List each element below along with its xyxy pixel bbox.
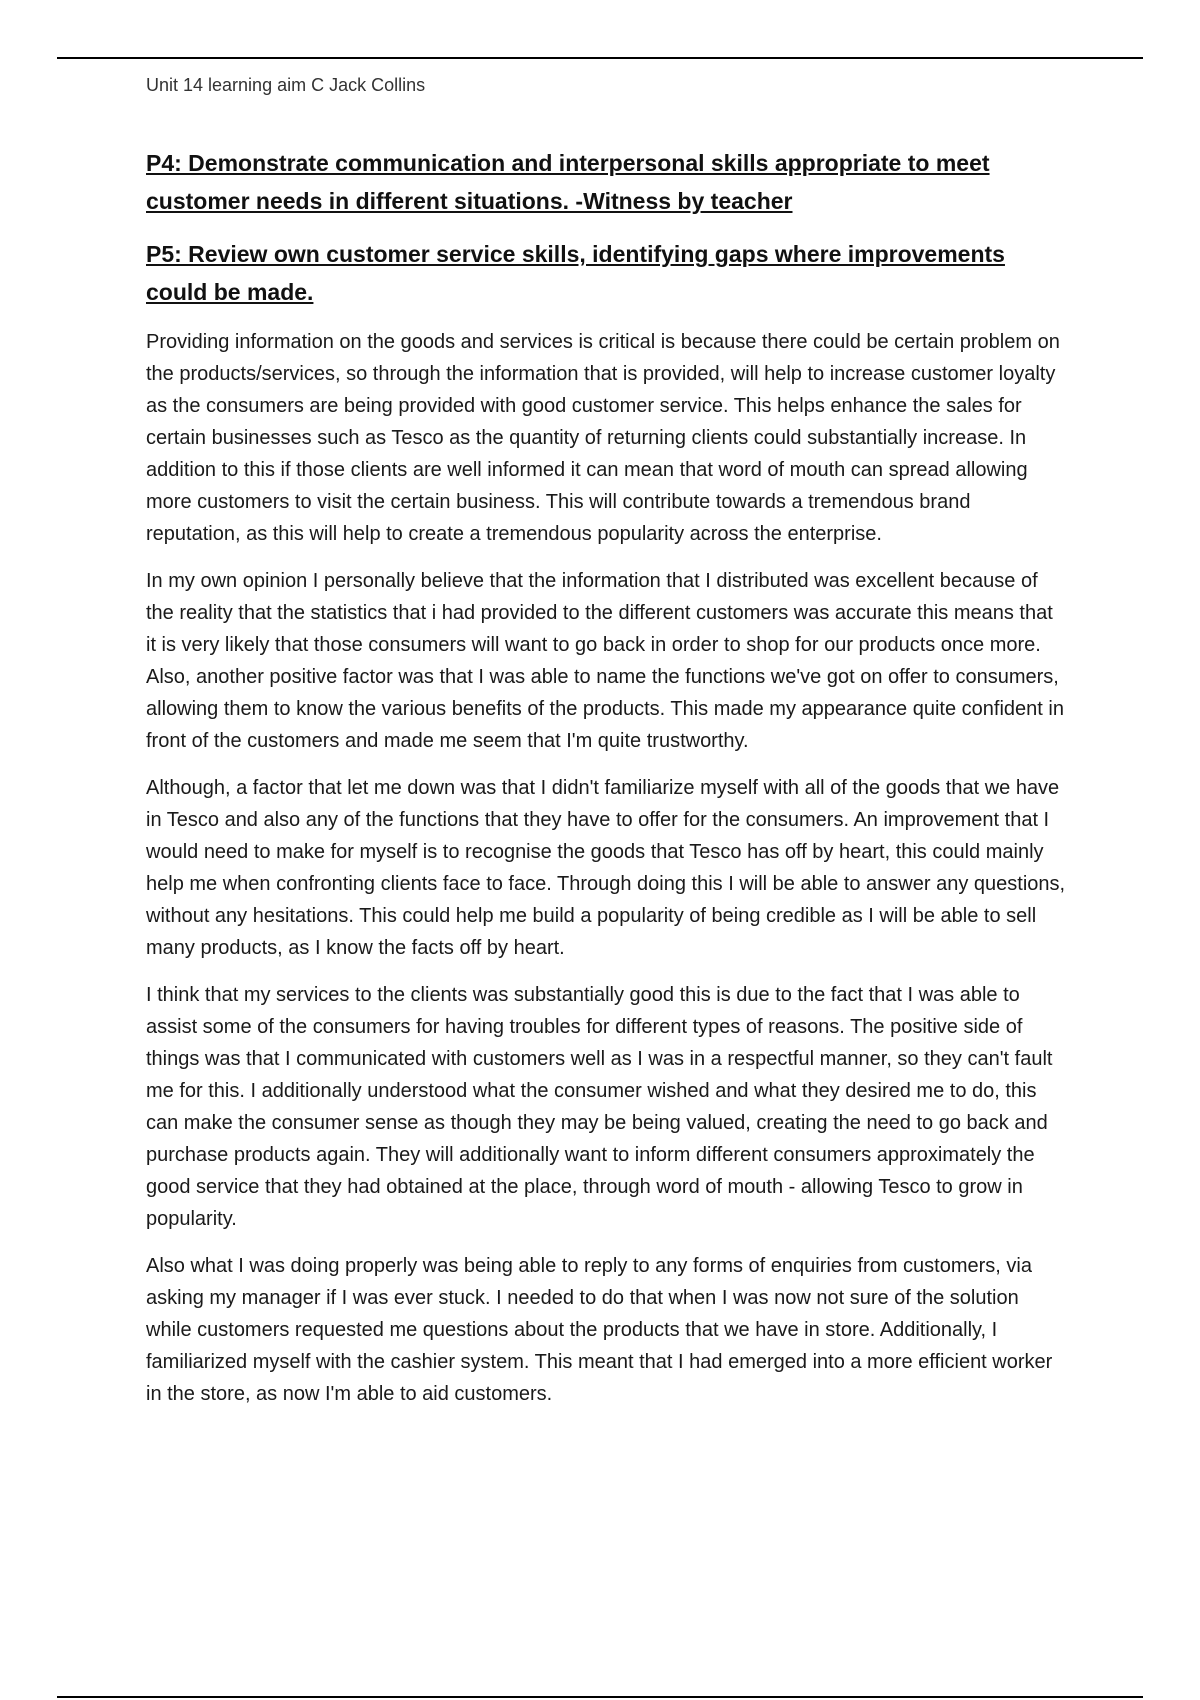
document-header: Unit 14 learning aim C Jack Collins [146,75,426,95]
paragraph-3: Although, a factor that let me down was that I didn't familiarize myself with all of the goods that we have in Tesco and also any of the functions that they have to offer for the consumers. An improvement that I would need to make for myself is to recognise the goods that Tesco has off by heart, this could mainly help me when confronting clients face to face. Through doing this I will be able to answer any questions, without any hesitations. This could help me build a popularity of being credible as I will be able to sell many products, as I know the facts off by heart. [146,777,1066,959]
bottom-divider [57,1696,1143,1698]
heading-p4: P4: Demonstrate communication and interpersonal skills appropriate to meet customer needs in different situations. -Witness by teacher [146,150,990,214]
paragraph-2: In my own opinion I personally believe that the information that I distributed was excellent because of the reality that the statistics that i had provided to the different customers was accurate this means that it is very likely that those consumers will want to go back in order to shop for our products once more. Also, another positive factor was that I was able to name the functions we've got on offer to consumers, allowing them to know the various benefits of the products. This made my appearance quite confident in front of the customers and made me seem that I'm quite trustworthy. [146,570,1064,752]
paragraph-4: I think that my services to the clients was substantially good this is due to the fact that I was able to assist some of the consumers for having troubles for different types of reasons. The positive side of things was that I communicated with customers well as I was in a respectful manner, so they can't fault me for this. I additionally understood what the consumer wished and what they desired me to do, this can make the consumer sense as though they may be being valued, creating the need to go back and purchase products again. They will additionally want to inform different consumers approximately the good service that they had obtained at the place, through word of mouth - allowing Tesco to grow in popularity. [146,984,1053,1230]
paragraph-1: Providing information on the goods and services is critical is because there could be certain problem on the products/services, so through the information that is provided, will help to increase customer loyalty as the consumers are being provided with good customer service. This helps enhance the sales for certain businesses such as Tesco as the quantity of returning clients could substantially increase. In addition to this if those clients are well informed it can mean that word of mouth can spread allowing more customers to visit the certain business. This will contribute towards a tremendous brand reputation, as this will help to create a tremendous popularity across the enterprise. [146,331,1060,545]
body-text [146,326,1066,1425]
heading-p5: P5: Review own customer service skills, identifying gaps where improvements could be made. [146,241,1005,305]
top-divider [57,57,1143,59]
paragraph-5: Also what I was doing properly was being able to reply to any forms of enquiries from customers, via asking my manager if I was ever stuck. I needed to do that when I was now not sure of the solution while customers requested me questions about the products that we have in store. Additionally, I familiarized myself with the cashier system. This meant that I had emerged into a more efficient worker in the store, as now I'm able to aid customers. [146,1255,1053,1405]
